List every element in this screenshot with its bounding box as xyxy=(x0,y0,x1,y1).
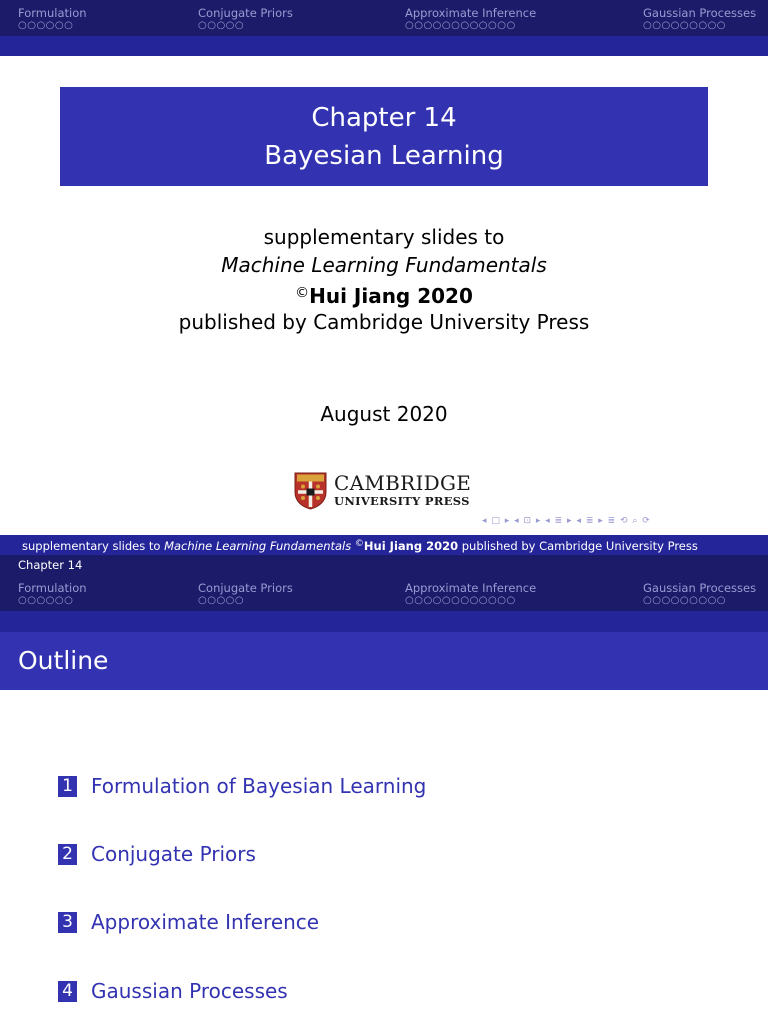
nav-section-formulation[interactable]: Formulation xyxy=(18,581,87,595)
nav-section-formulation[interactable]: Formulation xyxy=(18,6,87,20)
publisher-line: published by Cambridge University Press xyxy=(178,310,590,334)
chapter-strip xyxy=(0,555,768,575)
title-box xyxy=(60,87,708,186)
nav-section-conjugate-priors[interactable]: Conjugate Priors xyxy=(198,581,293,595)
nav-section-conjugate-priors[interactable]: Conjugate Priors xyxy=(198,6,293,20)
outline-link[interactable]: Gaussian Processes xyxy=(91,979,288,1003)
slide2-nav-bar xyxy=(0,575,768,611)
logo-subtitle: UNIVERSITY PRESS xyxy=(334,494,470,508)
slide1-nav-band xyxy=(0,36,768,56)
outline-number: 3 xyxy=(58,912,77,933)
footer-publisher: published by Cambridge University Press xyxy=(461,539,698,553)
nav-dots-formulation[interactable]: ○○○○○○ xyxy=(18,595,74,606)
cambridge-shield-icon xyxy=(294,472,327,510)
author-year: Hui Jiang 2020 xyxy=(309,284,473,308)
presentation-date: August 2020 xyxy=(320,402,448,426)
outline-number: 2 xyxy=(58,844,77,865)
nav-dots-approximate-inference[interactable]: ○○○○○○○○○○○○ xyxy=(405,595,516,606)
frame-title-bar xyxy=(0,632,768,690)
chapter-label: Chapter 14 xyxy=(18,558,83,572)
footer-book-title: Machine Learning Fundamentals xyxy=(164,539,352,553)
outline-link[interactable]: Conjugate Priors xyxy=(91,842,256,866)
nav-dots-gaussian-processes[interactable]: ○○○○○○○○○ xyxy=(643,20,727,31)
slide-title-topic: Bayesian Learning xyxy=(264,141,504,171)
slide1-nav-bar xyxy=(0,0,768,36)
nav-section-approximate-inference[interactable]: Approximate Inference xyxy=(405,6,537,20)
nav-dots-gaussian-processes[interactable]: ○○○○○○○○○ xyxy=(643,595,727,606)
copyright-symbol: © xyxy=(295,285,310,301)
cambridge-logo xyxy=(294,471,474,511)
beamer-navigation-controls[interactable]: ◂ □ ▸ ◂ ⊡ ▸ ◂ ≣ ▸ ◂ ≣ ▸ ≣ ⟲ ⌕ ⟳ xyxy=(482,516,651,526)
outline-number: 4 xyxy=(58,981,77,1002)
logo-name: CAMBRIDGE xyxy=(334,471,472,495)
outline-link[interactable]: Approximate Inference xyxy=(91,910,320,934)
nav-dots-conjugate-priors[interactable]: ○○○○○ xyxy=(198,20,245,31)
slide2-nav-band xyxy=(0,611,768,632)
footer-author-year: Hui Jiang 2020 xyxy=(363,539,459,553)
nav-dots-approximate-inference[interactable]: ○○○○○○○○○○○○ xyxy=(405,20,516,31)
author-line xyxy=(0,279,768,310)
nav-dots-formulation[interactable]: ○○○○○○ xyxy=(18,20,74,31)
footer-text xyxy=(22,535,698,556)
footer-prefix: supplementary slides to xyxy=(22,539,161,553)
nav-dots-conjugate-priors[interactable]: ○○○○○ xyxy=(198,595,245,606)
frame-title: Outline xyxy=(18,646,109,675)
outline-number: 1 xyxy=(58,776,77,797)
subtitle-line: supplementary slides to xyxy=(263,225,505,249)
nav-section-gaussian-processes[interactable]: Gaussian Processes xyxy=(643,6,757,20)
nav-section-approximate-inference[interactable]: Approximate Inference xyxy=(405,581,537,595)
book-title: Machine Learning Fundamentals xyxy=(221,253,547,277)
footer-copyright-symbol: © xyxy=(354,539,364,549)
outline-link[interactable]: Formulation of Bayesian Learning xyxy=(91,774,427,798)
slide1-footer xyxy=(0,535,768,555)
nav-section-gaussian-processes[interactable]: Gaussian Processes xyxy=(643,581,757,595)
slide-title-chapter: Chapter 14 xyxy=(311,103,457,133)
